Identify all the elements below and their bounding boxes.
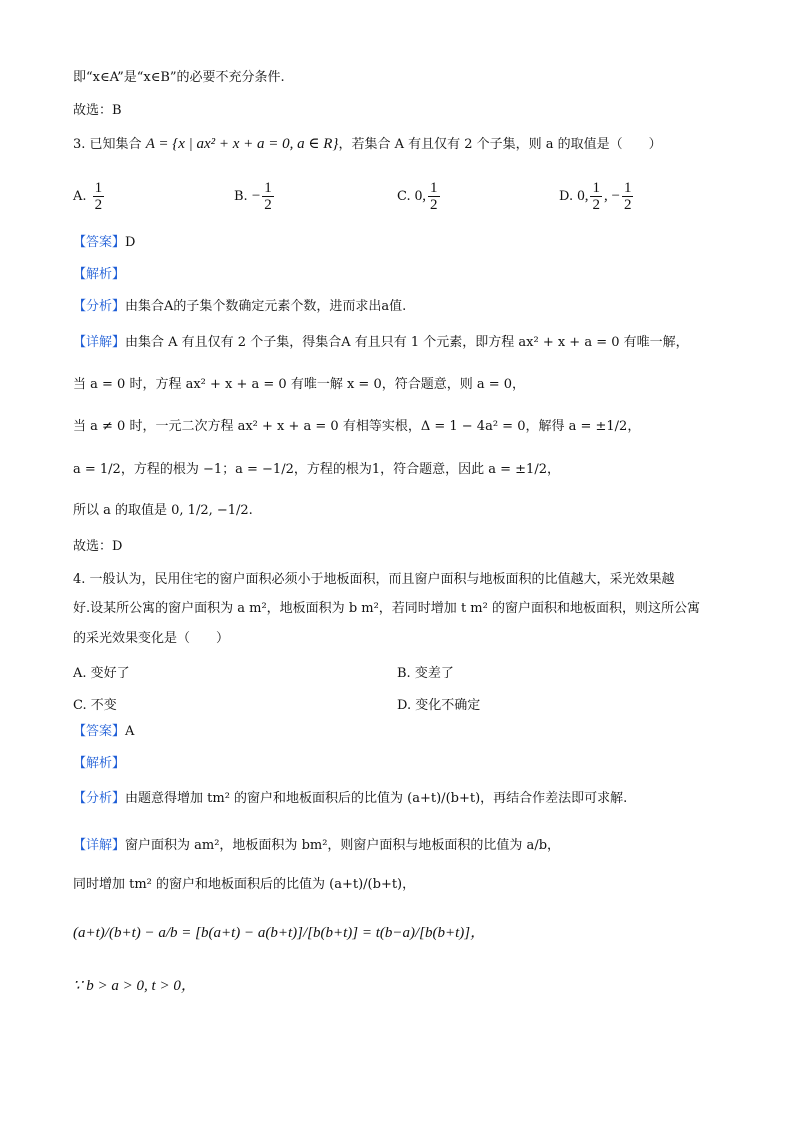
- q4-option-a: A. 变好了: [73, 666, 130, 681]
- prev-answer: 故选：B: [73, 103, 122, 118]
- q4-detail-4: ∵ b > a > 0, t > 0，: [73, 978, 196, 994]
- q3-option-b: B. − $\frac{1}{2}$: [234, 180, 272, 213]
- q3-detail-2: 当 a = 0 时，方程 ax² + x + a = 0 有唯一解 x = 0，符合题意，则 a = 0，: [73, 377, 526, 392]
- q4-option-d: D. 变化不确定: [397, 698, 481, 713]
- q4-option-b: B. 变差了: [397, 666, 454, 681]
- q3-option-c-value: $\frac{1}{2}$: [430, 180, 438, 213]
- q4-detail-3: (a+t)/(b+t) − a/b = [b(a+t) − a(b+t)]/[b(b+t)] = t(b−a)/[b(b+t)]，: [73, 925, 486, 941]
- q3-detail-3: 当 a ≠ 0 时，一元二次方程 ax² + x + a = 0 有相等实根，Δ = 1 − 4a² = 0，解得 a = ±1/2，: [73, 419, 641, 434]
- q3-set-expression: A = {x | ax² + x + a = 0, a ∈ R}: [145, 136, 339, 152]
- q3-stem: 3. 已知集合 A = {x | ax² + x + a = 0, a ∈ R}，若集合 A 有且仅有 2 个子集，则 a 的取值是（ ）: [73, 136, 662, 152]
- prev-conclusion: 即“x∈A”是“x∈B”的必要不充分条件.: [73, 70, 285, 85]
- q3-final-answer: 故选：D: [73, 539, 123, 554]
- q3-answer: 【答案】D: [73, 235, 136, 250]
- q3-option-d: D. 0, $\frac{1}{2}$ , − $\frac{1}{2}$: [559, 180, 632, 213]
- q4-stem-1: 4. 一般认为，民用住宅的窗户面积必须小于地板面积，而且窗户面积与地板面积的比值越大，采光效果越: [73, 572, 675, 587]
- q4-detail-1: 【详解】窗户面积为 am²，地板面积为 bm²，则窗户面积与地板面积的比值为 a/b，: [73, 838, 561, 853]
- q3-option-b-value: $\frac{1}{2}$: [264, 180, 272, 213]
- q3-detail-1: 【详解】由集合 A 有且仅有 2 个子集，得集合A 有且只有 1 个元素，即方程 ax² + x + a = 0 有唯一解，: [73, 335, 689, 350]
- q3-option-d-value: $\frac{1}{2}$: [623, 180, 632, 213]
- q4-fenxi: 【分析】由题意得增加 tm² 的窗户和地板面积后的比值为 (a+t)/(b+t)，再结合作差法即可求解.: [73, 791, 628, 806]
- q3-analysis-tag: 【解析】: [73, 267, 126, 282]
- q4-stem-2: 好.设某所公寓的窗户面积为 a m²，地板面积为 b m²，若同时增加 t m² 的窗户面积和地板面积，则这所公寓: [73, 601, 700, 616]
- q4-option-c: C. 不变: [73, 698, 117, 713]
- q4-analysis-tag: 【解析】: [73, 756, 126, 771]
- q3-detail-4: a = 1/2，方程的根为 −1；a = −1/2，方程的根为1，符合题意，因此 a = ±1/2，: [73, 462, 560, 477]
- q4-stem-3: 的采光效果变化是（ ）: [73, 631, 230, 646]
- q3-detail-5: 所以 a 的取值是 0, 1/2, −1/2.: [73, 503, 253, 518]
- q3-option-a-value: $\frac{1}{2}$: [94, 180, 103, 213]
- q3-fenxi: 【分析】由集合A的子集个数确定元素个数，进而求出a值.: [73, 299, 407, 314]
- q3-option-c: C. 0, $\frac{1}{2}$: [397, 180, 438, 213]
- q4-answer: 【答案】A: [73, 724, 135, 739]
- q3-option-a: A. $\frac{1}{2}$: [73, 180, 103, 213]
- q4-detail-2: 同时增加 tm² 的窗户和地板面积后的比值为 (a+t)/(b+t)，: [73, 877, 416, 892]
